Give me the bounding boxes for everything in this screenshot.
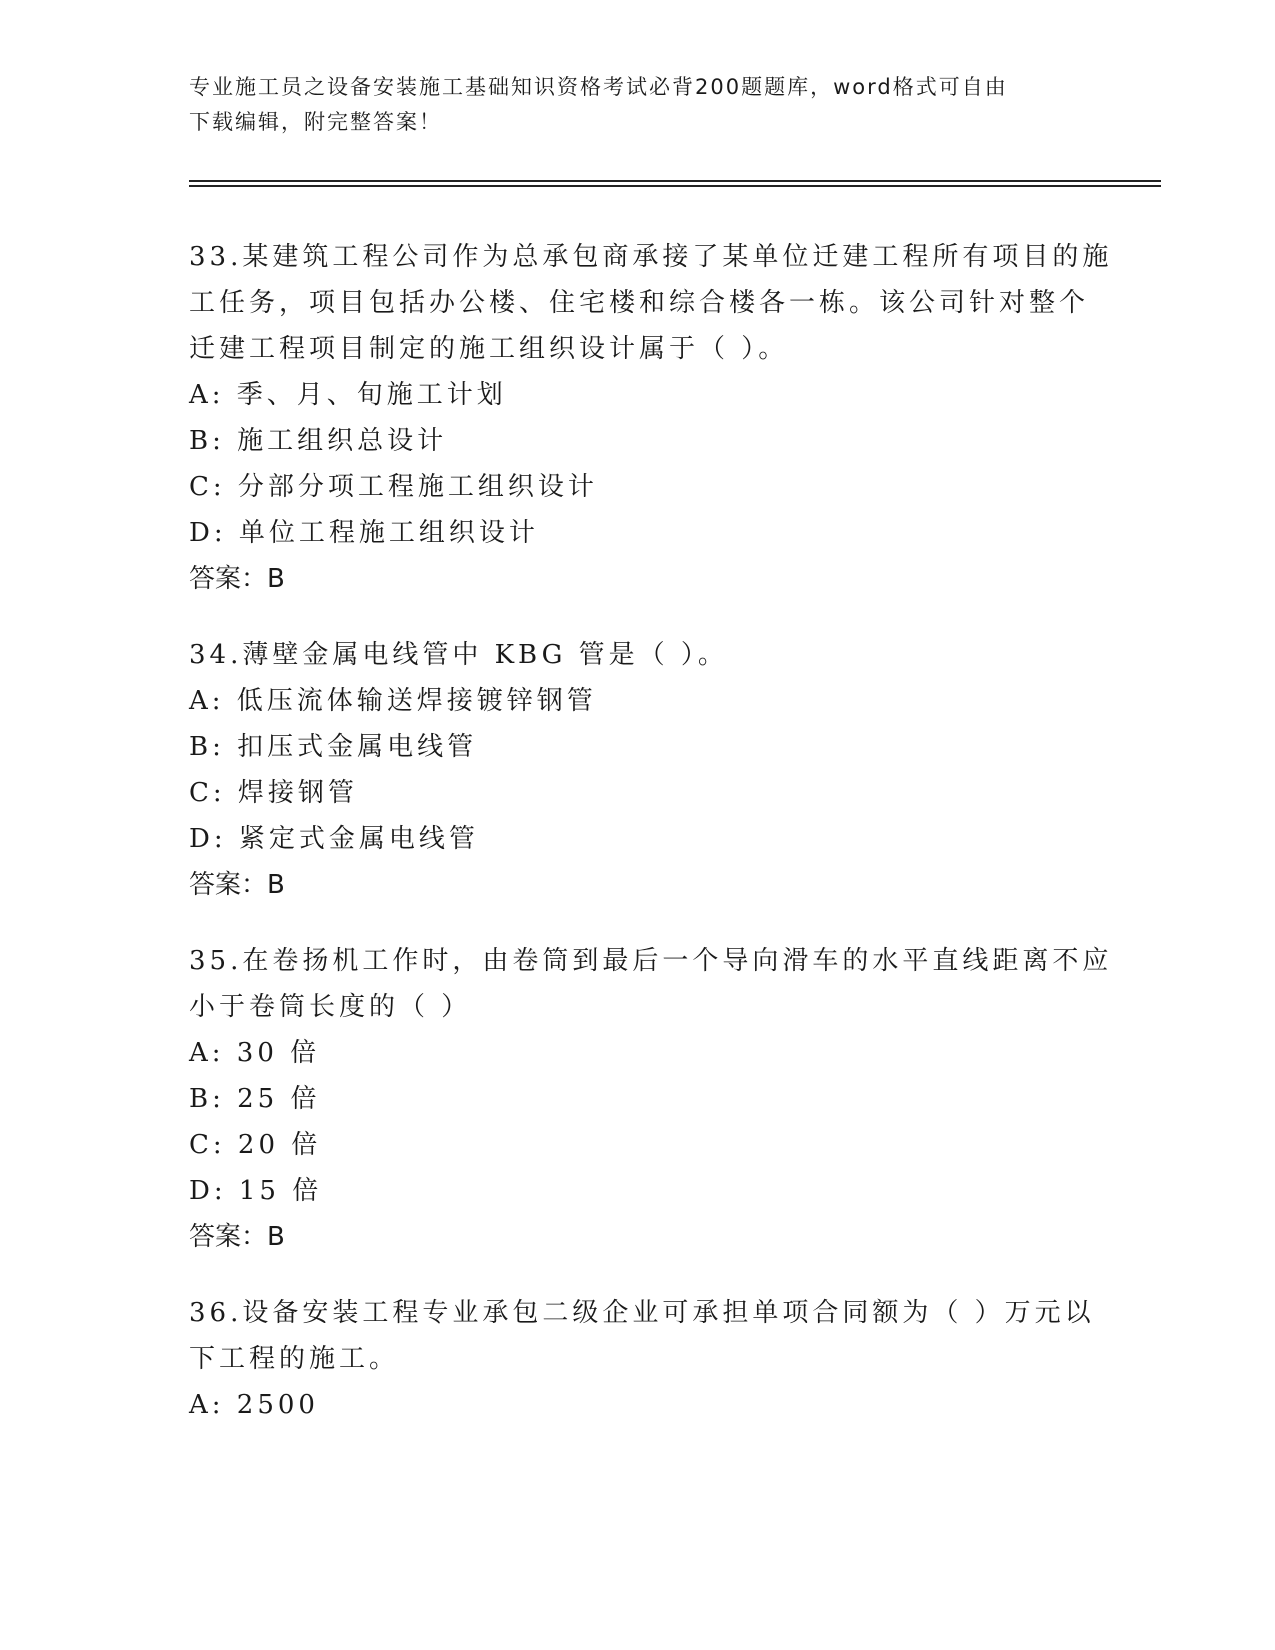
question-34: [189, 632, 1089, 908]
option-b: B: 25 倍: [189, 1084, 321, 1114]
question-33: [189, 234, 1113, 602]
header-divider-bottom: [189, 185, 1161, 187]
option-a: A: 低压流体输送焊接镀锌钢管: [189, 686, 597, 716]
question-list: [189, 234, 1113, 1458]
question-stem-line: 迁建工程项目制定的施工组织设计属于（ ）。: [189, 334, 789, 364]
option-b: B: 扣压式金属电线管: [189, 732, 478, 762]
option-c: C: 分部分项工程施工组织设计: [189, 472, 598, 502]
question-stem-line: 36.设备安装工程专业承包二级企业可承担单项合同额为（ ）万元以: [189, 1298, 1095, 1328]
option-a: A: 2500: [189, 1390, 319, 1420]
question-stem-line: 下工程的施工。: [189, 1344, 400, 1374]
option-d: D: 15 倍: [189, 1176, 323, 1206]
option-a: A: 30 倍: [189, 1038, 321, 1068]
option-b: B: 施工组织总设计: [189, 426, 448, 456]
question-stem-line: 35.在卷扬机工作时，由卷筒到最后一个导向滑车的水平直线距离不应: [189, 946, 1113, 976]
option-c: C: 焊接钢管: [189, 778, 358, 808]
question-stem-line: 小于卷筒长度的（ ）: [189, 992, 472, 1022]
question-36: [189, 1290, 1095, 1428]
question-35: [189, 938, 1113, 1260]
answer-label: 答案：B: [189, 1222, 285, 1252]
question-stem-line: 工任务，项目包括办公楼、住宅楼和综合楼各一栋。该公司针对整个: [189, 288, 1090, 318]
option-d: D: 单位工程施工组织设计: [189, 518, 539, 548]
option-d: D: 紧定式金属电线管: [189, 824, 479, 854]
question-stem-line: 33.某建筑工程公司作为总承包商承接了某单位迁建工程所有项目的施: [189, 242, 1113, 272]
header-divider-top: [189, 180, 1161, 182]
header-line-1: 专业施工员之设备安装施工基础知识资格考试必背200题题库，word格式可自由: [189, 75, 1008, 99]
option-c: C: 20 倍: [189, 1130, 322, 1160]
question-stem-line: 34.薄壁金属电线管中 KBG 管是（ ）。: [189, 640, 728, 670]
answer-label: 答案：B: [189, 564, 285, 594]
option-a: A: 季、月、旬施工计划: [189, 380, 507, 410]
header-line-2: 下载编辑，附完整答案！: [189, 110, 442, 134]
document-header: [189, 70, 1069, 140]
answer-label: 答案：B: [189, 870, 285, 900]
